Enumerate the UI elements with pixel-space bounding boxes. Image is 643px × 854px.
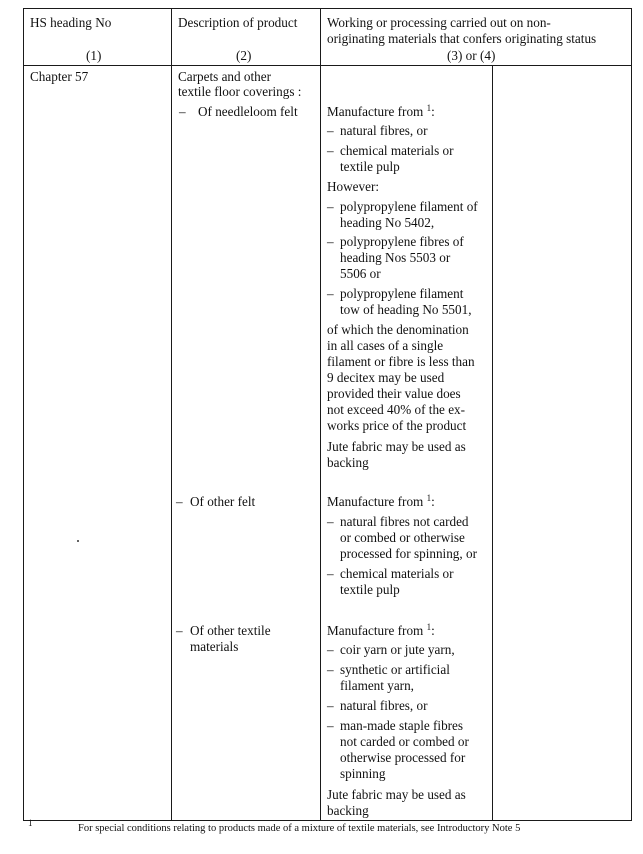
list-item-pp-fibres: polypropylene fibres of	[340, 234, 464, 249]
product-dash: –	[176, 623, 183, 638]
list-dash: –	[327, 234, 334, 249]
header-col-number-2: (2)	[236, 48, 252, 63]
list-item-natural-fibres-not-carded: natural fibres not carded	[340, 514, 469, 529]
table-left-rule	[23, 8, 24, 821]
header-hs-heading: HS heading No	[30, 15, 112, 30]
list-dash: –	[327, 514, 334, 529]
table-top-rule	[23, 8, 632, 9]
list-item-chemical-materials-cont: textile pulp	[340, 582, 400, 597]
manufacture-from: Manufacture from $^1$:	[327, 493, 435, 509]
list-item-coir-yarn: coir yarn or jute yarn,	[340, 642, 455, 657]
list-item-man-made-staple-cont1: not carded or combed or	[340, 734, 469, 749]
list-item-man-made-staple-cont2: otherwise processed for	[340, 750, 466, 765]
product-other-textile-line1: Of other textile	[190, 623, 271, 638]
list-dash: –	[327, 698, 334, 713]
chapter-description-line1: Carpets and other	[178, 69, 272, 84]
header-col-number-1: (1)	[86, 48, 102, 63]
list-dash: –	[327, 642, 334, 657]
footnote-marker: 1	[28, 818, 33, 828]
jute-backing-note-line2: backing	[327, 455, 369, 470]
footnote-text: For special conditions relating to products made of a mixture of textile materials, see Introductory Note 5	[78, 823, 521, 834]
header-description: Description of product	[178, 15, 298, 30]
footnote-ref: 1	[426, 622, 432, 632]
list-item-chemical-materials-cont: textile pulp	[340, 159, 400, 174]
table-header-rule	[23, 65, 632, 66]
denomination-paragraph-line4: 9 decitex may be used	[327, 370, 445, 385]
col3-divider	[492, 65, 493, 821]
list-dash: –	[327, 662, 334, 677]
list-item-chemical-materials: chemical materials or	[340, 143, 454, 158]
hs-heading-chapter: Chapter 57	[30, 69, 89, 84]
list-item-pp-fibres-cont2: 5506 or	[340, 266, 381, 281]
table-right-rule	[631, 8, 632, 821]
list-item-natural-fibres-not-carded-cont2: processed for spinning, or	[340, 546, 477, 561]
however-label: However:	[327, 179, 379, 194]
list-dash: –	[327, 566, 334, 581]
manufacture-from: Manufacture from $^1$:	[327, 622, 435, 638]
header-col-number-34: (3) or (4)	[447, 48, 496, 63]
denomination-paragraph-line2: in all cases of a single	[327, 338, 444, 353]
table-bottom-rule	[23, 820, 632, 821]
product-other-felt: Of other felt	[190, 494, 256, 509]
footnote-ref: 1	[426, 493, 432, 503]
list-item-natural-fibres: natural fibres, or	[340, 698, 428, 713]
product-dash: –	[179, 104, 186, 119]
header-working-line1: Working or processing carried out on non-	[327, 15, 551, 30]
jute-backing-note-line2: backing	[327, 803, 369, 818]
list-dash: –	[327, 199, 334, 214]
list-item-pp-filament: polypropylene filament of	[340, 199, 478, 214]
denomination-paragraph-line7: works price of the product	[327, 418, 467, 433]
list-item-man-made-staple: man-made staple fibres	[340, 718, 464, 733]
product-needleloom-felt: Of needleloom felt	[198, 104, 298, 119]
list-item-pp-filament-cont: heading No 5402,	[340, 215, 435, 230]
col2-divider	[320, 8, 321, 821]
denomination-paragraph-line3: filament or fibre is less than	[327, 354, 475, 369]
scan-speck	[77, 540, 79, 542]
list-item-natural-fibres: natural fibres, or	[340, 123, 428, 138]
list-dash: –	[327, 123, 334, 138]
jute-backing-note-line1: Jute fabric may be used as	[327, 439, 466, 454]
header-working-line2: originating materials that confers originating status	[327, 31, 597, 46]
denomination-paragraph-line5: provided their value does	[327, 386, 461, 401]
list-dash: –	[327, 143, 334, 158]
list-dash: –	[327, 286, 334, 301]
list-dash: –	[327, 718, 334, 733]
col1-divider	[171, 8, 172, 821]
denomination-paragraph-line6: not exceed 40% of the ex-	[327, 402, 466, 417]
list-item-synthetic-filament: synthetic or artificial	[340, 662, 450, 677]
list-item-chemical-materials: chemical materials or	[340, 566, 454, 581]
list-item-pp-tow: polypropylene filament	[340, 286, 464, 301]
list-item-pp-fibres-cont1: heading Nos 5503 or	[340, 250, 451, 265]
product-other-textile-line2: materials	[190, 639, 239, 654]
product-dash: –	[176, 494, 183, 509]
list-item-synthetic-filament-cont: filament yarn,	[340, 678, 414, 693]
list-item-man-made-staple-cont3: spinning	[340, 766, 386, 781]
footnote-ref: 1	[426, 103, 432, 113]
list-item-natural-fibres-not-carded-cont1: or combed or otherwise	[340, 530, 465, 545]
manufacture-from: Manufacture from $^1$:	[327, 103, 435, 119]
chapter-description-line2: textile floor coverings :	[178, 84, 302, 99]
jute-backing-note-line1: Jute fabric may be used as	[327, 787, 466, 802]
denomination-paragraph-line1: of which the denomination	[327, 322, 469, 337]
list-item-pp-tow-cont: tow of heading No 5501,	[340, 302, 472, 317]
